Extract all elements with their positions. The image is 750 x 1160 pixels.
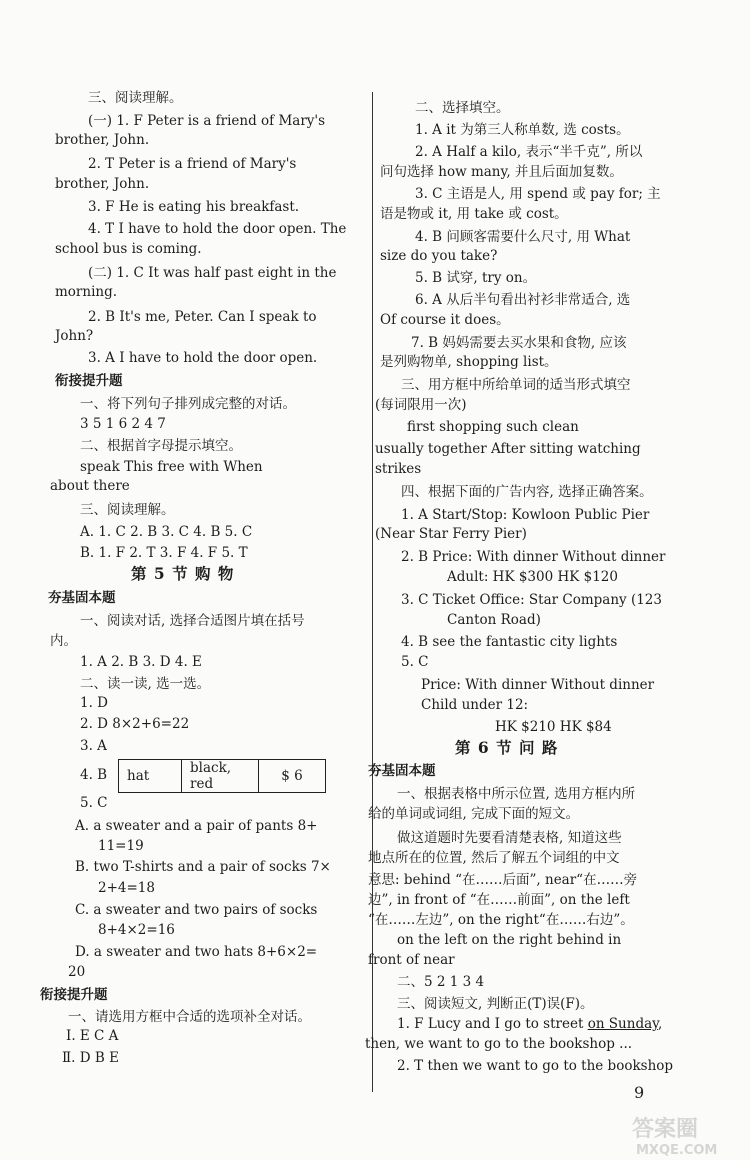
question-heading: 二、读一读, 选一选。 [80,676,211,692]
answer-line: 地点所在的位置, 然后了解五个词组的中文 [368,850,620,866]
column-divider [372,92,373,1092]
answer-line: then, we want to go to the bookshop ... [365,1036,633,1052]
answer-text: 1. F Lucy and I go to street [397,1016,588,1032]
answer-line: 3. A [80,738,107,754]
answer-line: 1. A Start/Stop: Kowloon Public Pier [401,507,650,523]
answer-line: brother, John. [55,176,150,192]
answer-line: 边”, in front of “在……前面”, on the left [368,892,630,908]
answer-line: Of course it does。 [380,312,510,328]
section-title: 第 5 节 购 物 [131,564,235,583]
answer-line: morning. [55,284,118,300]
answer-line: (一) 1. F Peter is a friend of Mary's [88,113,326,129]
answer-line: (Near Star Ferry Pier) [375,526,527,542]
answer-line: Canton Road) [447,612,541,628]
answer-line: 2. D 8×2+6=22 [80,716,190,732]
answer-line: 3. F He is eating his breakfast. [88,199,300,215]
subsection-heading: 夯基固本题 [368,763,436,779]
answer-line: 4. B 问顾客需要什么尺寸, 用 What [415,229,631,245]
answer-line: A. 1. C 2. B 3. C 4. B 5. C [80,524,253,540]
answer-line: 问句选择 how many, 并且后面加复数。 [380,164,623,180]
page-number: 9 [634,1083,645,1102]
answer-line: 语是物或 it, 用 take 或 cost。 [380,206,568,222]
answer-line: A. a sweater and a pair of pants 8+ [75,818,318,834]
subsection-heading: 夯基固本题 [48,590,116,606]
answer-line: on the left on the right behind in [397,932,622,948]
answer-line: 2+4=18 [98,880,155,896]
question-heading: 二、根据首字母提示填空。 [80,438,242,454]
answer-line [397,1015,662,1033]
answer-line: 二、5 2 1 3 4 [397,974,485,990]
answer-line: 做这道题时先要看清楚表格, 知道这些 [397,830,622,846]
answer-line: front of near [368,952,455,968]
watermark-text: MXQE.COM [636,1143,718,1158]
question-heading: 内。 [50,633,77,649]
answer-line: about there [50,478,130,494]
answer-line: 5. C [80,795,108,811]
answer-line: Adult: HK $300 HK $120 [447,569,618,585]
table-cell: black, red [182,760,259,793]
answer-line: 1. D [80,695,108,711]
subsection-heading: 衔接提升题 [40,987,108,1003]
question-heading: 三、用方框中所给单词的适当形式填空 [401,377,631,393]
question-heading: 四、根据下面的广告内容, 选择正确答案。 [401,484,653,500]
answer-line: John? [55,328,94,344]
answer-line: Price: With dinner Without dinner [421,677,655,693]
table-row [119,760,326,793]
question-heading: 三、阅读理解。 [80,502,175,518]
section-title: 第 6 节 问 路 [455,738,559,757]
answer-line: B. 1. F 2. T 3. F 4. F 5. T [80,545,248,561]
answer-line: “在……左边”, on the right“在……右边”。 [368,912,634,928]
question-heading: 一、阅读对话, 选择合适图片填在括号 [80,613,305,629]
table-cell: $ 6 [259,760,326,793]
answer-line: 1. A 2. B 3. D 4. E [80,654,202,670]
answer-line: 3. A I have to hold the door open. [88,350,318,366]
question-heading: 一、根据表格中所示位置, 选用方框内所 [397,786,636,802]
watermark-logo [628,1112,746,1158]
answer-line: 7. B 妈妈需要去买水果和食物, 应该 [411,335,627,351]
answer-line: usually together After sitting watching [375,441,641,457]
answer-line: brother, John. [55,132,150,148]
answer-line: 2. B It's me, Peter. Can I speak to [88,309,317,325]
answer-line: 3 5 1 6 2 4 7 [80,416,166,432]
answer-line: (二) 1. C It was half past eight in the [88,265,337,281]
answer-line: HK $210 HK $84 [495,719,612,735]
answer-line: 11=19 [98,838,144,854]
answer-line: 2. B Price: With dinner Without dinner [401,549,666,565]
question-heading: 三、阅读短文, 判断正(T)误(F)。 [397,996,594,1012]
question-heading: 一、请选用方框中合适的选项补全对话。 [68,1009,311,1025]
answer-line: 意思: behind “在……后面”, near“在……旁 [368,872,638,888]
answer-line: C. a sweater and two pairs of socks [75,902,318,918]
section-heading: 三、阅读理解。 [88,90,183,106]
answer-line: 4. B see the fantastic city lights [401,634,618,650]
answer-line: D. a sweater and two hats 8+6×2= [75,944,318,960]
answer-line: school bus is coming. [55,241,202,257]
answer-text: , [657,1016,663,1032]
answer-line: 20 [68,964,86,980]
answer-line: 是列购物单, shopping list。 [380,354,558,370]
answer-line: 4. B [80,767,108,783]
table-cell: hat [119,760,182,793]
answer-line: strikes [375,461,422,477]
answer-line: 5. B 试穿, try on。 [415,270,537,286]
answer-line: 3. C Ticket Office: Star Company (123 [401,592,662,608]
answer-line: 2. T then we want to go to the bookshop [397,1058,674,1074]
answer-line: Child under 12: [421,697,529,713]
subsection-heading: 衔接提升题 [55,373,123,389]
answer-line: 4. T I have to hold the door open. The [88,221,347,237]
answer-line: 5. C [401,654,429,670]
answer-line: first shopping such clean [407,419,579,435]
answer-table [118,759,326,793]
answer-line: 6. A 从后半句看出衬衫非常适合, 选 [415,292,631,308]
question-heading: (每词限用一次) [375,397,467,413]
answer-line: 2. T Peter is a friend of Mary's [88,156,297,172]
answer-line: 2. A Half a kilo, 表示“半千克”, 所以 [415,144,643,160]
underlined-text: on Sunday [587,1016,658,1032]
answer-line: 1. A it 为第三人称单数, 选 costs。 [415,122,630,138]
answer-line: Ⅱ. D B E [62,1050,119,1066]
question-heading: 给的单词或词组, 完成下面的短文。 [368,806,580,822]
answer-line: size do you take? [380,248,498,264]
question-heading: 一、将下列句子排列成完整的对话。 [80,396,296,412]
answer-line: 8+4×2=16 [98,922,175,938]
answer-line: 3. C 主语是人, 用 spend 或 pay for; 主 [415,186,661,202]
answer-line: B. two T-shirts and a pair of socks 7× [75,859,331,875]
question-heading: 二、选择填空。 [415,100,510,116]
answer-line: Ⅰ. E C A [66,1028,119,1044]
watermark-text: 答案圈 [632,1117,699,1142]
answer-line: speak This free with When [80,459,263,475]
